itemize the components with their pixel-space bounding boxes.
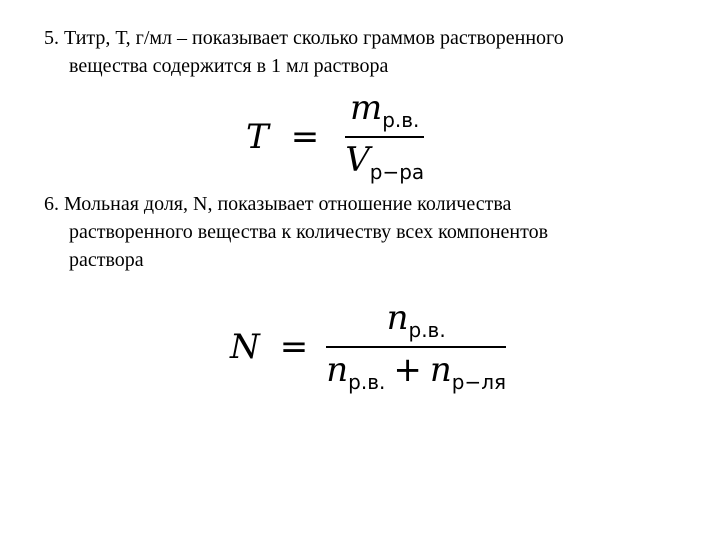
mole-fraction-formula bbox=[230, 298, 506, 396]
mass-symbol: m bbox=[349, 88, 383, 128]
mole-fraction-line-2: растворенного вещества к количеству всех компонентов bbox=[69, 221, 549, 243]
titer-symbol: T bbox=[246, 117, 269, 157]
solute-amount-symbol: n bbox=[386, 298, 409, 338]
plus-sign: + bbox=[393, 350, 422, 390]
mole-fraction-line-1: 6. Мольная доля, N, показывает отношение количества bbox=[44, 193, 512, 215]
fraction-bar bbox=[345, 136, 424, 138]
titer-fraction bbox=[345, 88, 424, 186]
titer-definition-line-1: 5. Титр, Т, г/мл – показывает сколько граммов растворенного bbox=[44, 27, 564, 49]
mole-fraction-symbol: N bbox=[230, 327, 260, 367]
titer-formula bbox=[246, 88, 424, 186]
solvent-amount-symbol: n bbox=[429, 350, 452, 390]
solute-amount-subscript: р.в. bbox=[408, 318, 446, 342]
volume-subscript: р−ра bbox=[369, 160, 425, 184]
solute-amount-subscript: р.в. bbox=[348, 370, 386, 394]
volume-symbol: V bbox=[345, 140, 370, 180]
solute-amount-symbol: n bbox=[326, 350, 349, 390]
mole-fraction-denominator bbox=[326, 350, 506, 396]
equals-sign: = bbox=[290, 117, 320, 157]
mass-subscript: р.в. bbox=[382, 108, 420, 132]
mole-fraction-numerator bbox=[326, 298, 506, 344]
mole-fraction-line-3: раствора bbox=[69, 249, 144, 271]
titer-denominator bbox=[345, 140, 424, 186]
titer-definition-line-2: вещества содержится в 1 мл раствора bbox=[69, 55, 389, 77]
fraction-bar bbox=[326, 346, 506, 348]
equals-sign: = bbox=[279, 327, 309, 367]
mole-fraction-fraction bbox=[326, 298, 506, 396]
solvent-amount-subscript: р−ля bbox=[451, 370, 507, 394]
mole-fraction-definition bbox=[44, 190, 684, 274]
titer-numerator bbox=[345, 88, 424, 134]
titer-definition bbox=[44, 24, 684, 80]
